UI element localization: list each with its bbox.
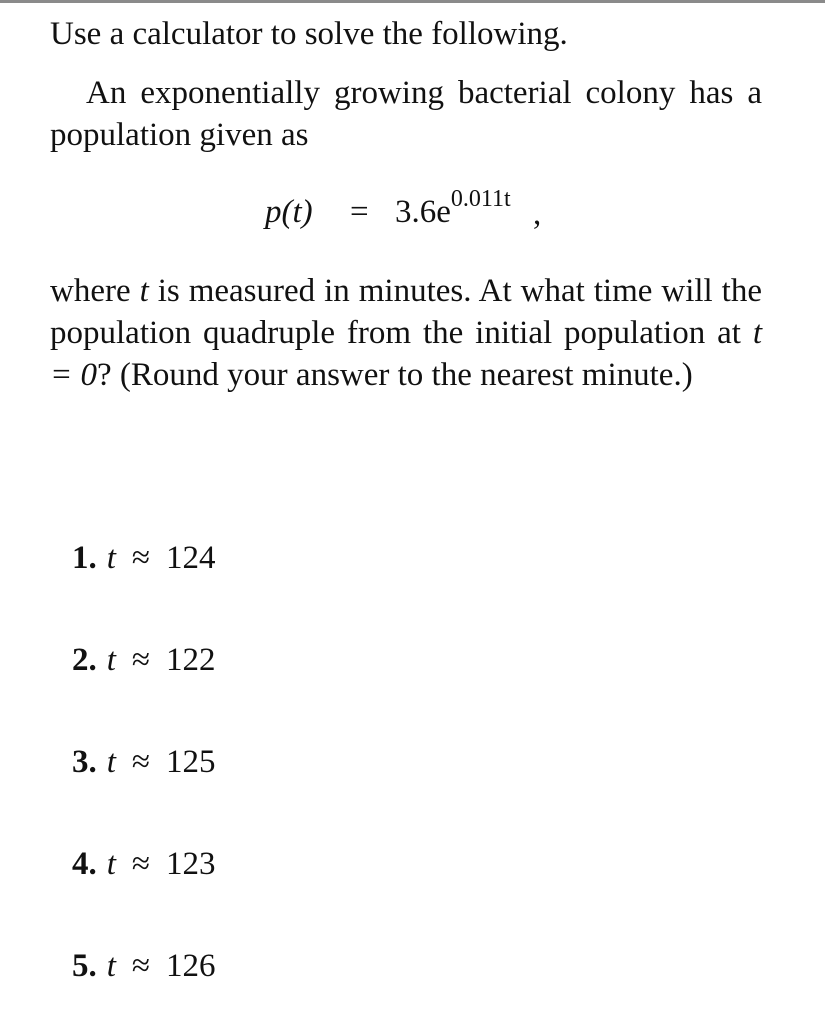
choice-approx-symbol: ≈: [131, 744, 151, 780]
formula-trailing: ,: [533, 196, 542, 232]
choice-approx-symbol: ≈: [131, 948, 151, 984]
answer-choice-2[interactable]: [72, 638, 216, 682]
question-middle: is measured in minutes. At what time will the population quadruple from the initial population at: [50, 273, 762, 351]
choice-variable: t: [106, 846, 116, 882]
answer-choice-5[interactable]: [72, 944, 216, 988]
choice-value: 125: [166, 744, 216, 780]
question-suffix: ? (Round your answer to the nearest minute.): [97, 357, 693, 393]
choice-approx-symbol: ≈: [131, 846, 151, 882]
answer-choice-1[interactable]: [72, 536, 216, 580]
choice-variable: t: [106, 744, 116, 780]
choice-approx-symbol: ≈: [131, 642, 151, 678]
choice-number: 1.: [72, 540, 97, 576]
formula-rhs: [395, 186, 511, 234]
formula-lhs: p(t): [265, 194, 313, 230]
choice-variable: t: [106, 540, 116, 576]
choice-approx-symbol: ≈: [131, 540, 151, 576]
choice-value: 124: [166, 540, 216, 576]
choice-variable: t: [106, 948, 116, 984]
question-variable: t: [139, 273, 149, 309]
choice-value: 122: [166, 642, 216, 678]
problem-statement: [50, 72, 762, 156]
question-prefix: where: [50, 273, 140, 309]
choice-variable: t: [106, 642, 116, 678]
choice-number: 5.: [72, 948, 97, 984]
choice-number: 3.: [72, 744, 97, 780]
formula-equals: =: [350, 194, 369, 230]
top-divider: [0, 0, 825, 3]
answer-choice-3[interactable]: [72, 740, 216, 784]
formula-exponent: 0.011t: [450, 186, 511, 212]
problem-lead: An exponentially growing bacterial colony has a population given as: [50, 75, 762, 153]
choice-value: 126: [166, 948, 216, 984]
problem-question: [50, 270, 762, 396]
choice-number: 2.: [72, 642, 97, 678]
formula-coefficient: 3.6e: [395, 194, 451, 230]
instruction-text: Use a calculator to solve the following.: [50, 16, 568, 52]
choice-value: 123: [166, 846, 216, 882]
population-formula: [0, 186, 825, 250]
choice-number: 4.: [72, 846, 97, 882]
question-condition: t = 0: [50, 315, 762, 393]
answer-choice-4[interactable]: [72, 842, 216, 886]
